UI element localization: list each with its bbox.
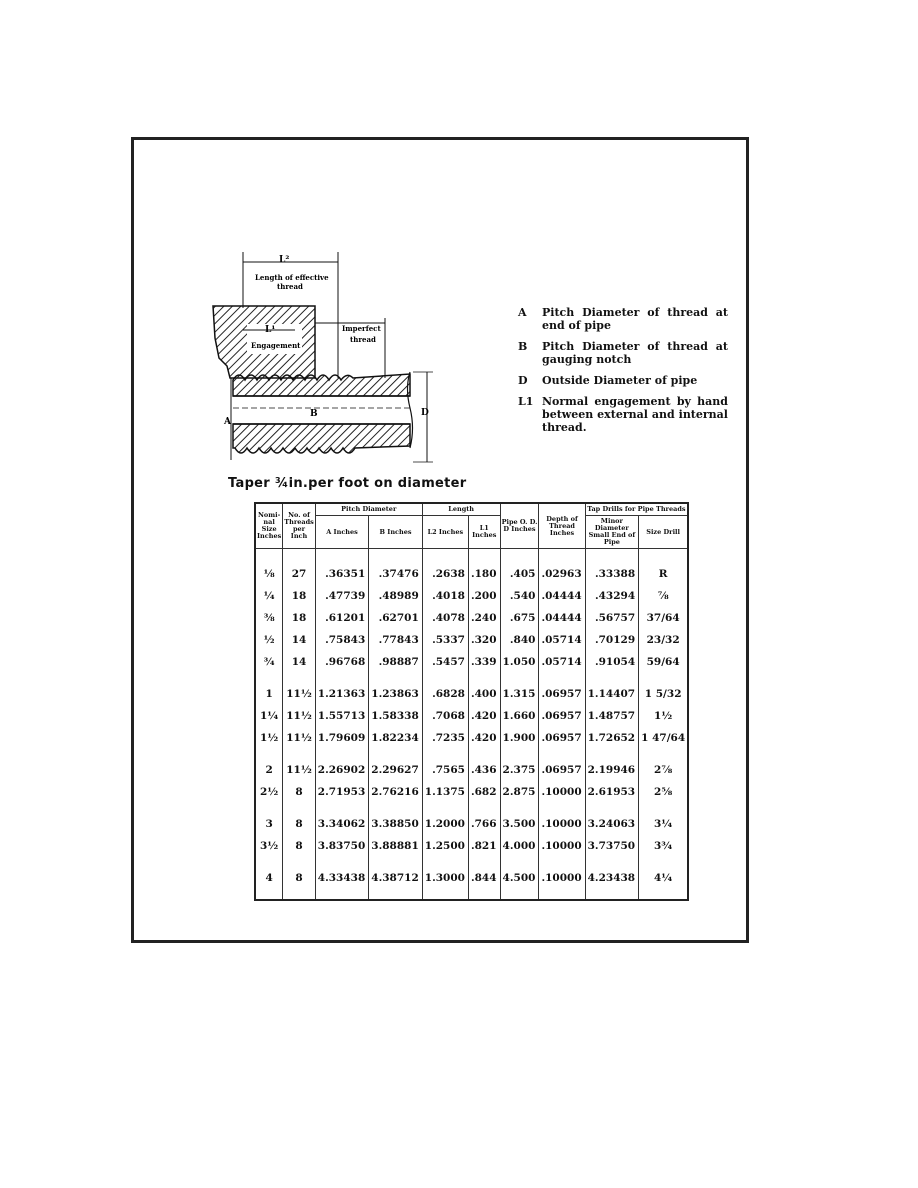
table-row — [255, 651, 688, 673]
cell-l2: .7235 — [422, 727, 468, 749]
cell-pipe-od: 1.660 — [500, 705, 539, 727]
col-minor-diameter: Minor Diameter Small End of Pipe — [585, 516, 639, 549]
cell-pipe-od: 1.050 — [500, 651, 539, 673]
cell-threads: 18 — [283, 585, 316, 607]
cell-nominal: 3 — [255, 813, 283, 835]
cell-depth: .10000 — [539, 835, 585, 857]
cell-threads: 11½ — [283, 727, 316, 749]
cell-drill: 2⅞ — [639, 759, 689, 781]
cell-drill: 2⅝ — [639, 781, 689, 803]
imperfect-thread-label: Imperfect thread — [342, 324, 381, 344]
cell-minor: 3.73750 — [585, 835, 639, 857]
cell-threads: 8 — [283, 781, 316, 803]
cell-minor: 2.19946 — [585, 759, 639, 781]
effective-thread-label: Length of effective thread — [255, 273, 329, 291]
legend-key: A — [518, 306, 527, 319]
cell-l2: .5457 — [422, 651, 468, 673]
cell-nominal: 1¼ — [255, 705, 283, 727]
cell-drill: 59/64 — [639, 651, 689, 673]
legend-item — [518, 374, 728, 387]
table-row — [255, 867, 688, 900]
cell-drill: 1 5/32 — [639, 683, 689, 705]
cell-pipe-od: .540 — [500, 585, 539, 607]
col-tap-drills: Tap Drills for Pipe Threads — [585, 503, 688, 516]
cell-threads: 18 — [283, 607, 316, 629]
col-pitch-a: A Inches — [315, 516, 369, 549]
table-row — [255, 629, 688, 651]
cell-pitch-b: 4.38712 — [369, 867, 423, 900]
cell-nominal: 2½ — [255, 781, 283, 803]
cell-minor: 1.48757 — [585, 705, 639, 727]
cell-pitch-b: .62701 — [369, 607, 423, 629]
legend-item — [518, 306, 728, 332]
cell-l2: .4018 — [422, 585, 468, 607]
cell-l1: .420 — [468, 705, 500, 727]
legend-key: L1 — [518, 395, 534, 408]
cell-nominal: 1 — [255, 683, 283, 705]
cell-pipe-od: 3.500 — [500, 813, 539, 835]
cell-threads: 11½ — [283, 683, 316, 705]
row-spacer — [255, 749, 688, 759]
cell-l2: .6828 — [422, 683, 468, 705]
cell-l1: .400 — [468, 683, 500, 705]
row-spacer — [255, 857, 688, 867]
col-length-l1: L1 Inches — [468, 516, 500, 549]
cell-minor: .33388 — [585, 549, 639, 586]
cell-pitch-a: 3.83750 — [315, 835, 369, 857]
cell-pitch-b: .77843 — [369, 629, 423, 651]
cell-threads: 11½ — [283, 759, 316, 781]
cell-depth: .06957 — [539, 727, 585, 749]
row-spacer — [255, 803, 688, 813]
cell-nominal: ½ — [255, 629, 283, 651]
cell-threads: 11½ — [283, 705, 316, 727]
b-label: B — [310, 409, 318, 419]
cell-minor: 4.23438 — [585, 867, 639, 900]
cell-depth: .04444 — [539, 585, 585, 607]
legend-text: Normal engagement by hand between external and internal thread. — [542, 395, 728, 434]
cell-pitch-b: 2.76216 — [369, 781, 423, 803]
cell-pitch-a: 3.34062 — [315, 813, 369, 835]
cell-minor: 1.72652 — [585, 727, 639, 749]
cell-pitch-b: .48989 — [369, 585, 423, 607]
cell-threads: 27 — [283, 549, 316, 586]
table-row — [255, 727, 688, 749]
cell-pitch-a: .75843 — [315, 629, 369, 651]
legend-item — [518, 340, 728, 366]
a-label: A — [224, 417, 231, 427]
legend-item — [518, 395, 728, 434]
cell-l2: .2638 — [422, 549, 468, 586]
table-row — [255, 759, 688, 781]
cell-pipe-od: 1.900 — [500, 727, 539, 749]
legend-key: D — [518, 374, 528, 387]
cell-minor: .43294 — [585, 585, 639, 607]
col-pitch-b: B Inches — [369, 516, 423, 549]
cell-nominal: ⅜ — [255, 607, 283, 629]
cell-pitch-b: 1.82234 — [369, 727, 423, 749]
cell-pipe-od: 2.875 — [500, 781, 539, 803]
cell-minor: 2.61953 — [585, 781, 639, 803]
cell-l2: .7068 — [422, 705, 468, 727]
cell-pipe-od: 4.000 — [500, 835, 539, 857]
cell-pitch-b: 2.29627 — [369, 759, 423, 781]
cell-drill: 23/32 — [639, 629, 689, 651]
table-row — [255, 585, 688, 607]
cell-l2: .4078 — [422, 607, 468, 629]
cell-depth: .10000 — [539, 813, 585, 835]
cell-l2: 1.3000 — [422, 867, 468, 900]
cell-pitch-a: 1.79609 — [315, 727, 369, 749]
cell-threads: 14 — [283, 651, 316, 673]
table-row — [255, 781, 688, 803]
table-row — [255, 705, 688, 727]
col-length-l2: L2 Inches — [422, 516, 468, 549]
cell-threads: 14 — [283, 629, 316, 651]
cell-l1: .436 — [468, 759, 500, 781]
table-row — [255, 683, 688, 705]
engagement-label: Engagement — [251, 341, 301, 350]
table-row — [255, 835, 688, 857]
cell-pipe-od: .840 — [500, 629, 539, 651]
cell-pitch-a: 2.26902 — [315, 759, 369, 781]
cell-drill: R — [639, 549, 689, 586]
cell-pitch-a: 1.21363 — [315, 683, 369, 705]
cell-l1: .821 — [468, 835, 500, 857]
cell-pitch-a: 1.55713 — [315, 705, 369, 727]
l1-label: L¹ — [265, 325, 276, 335]
legend — [518, 306, 728, 442]
cell-pitch-b: 3.88881 — [369, 835, 423, 857]
col-pitch-diameter: Pitch Diameter — [315, 503, 422, 516]
cell-depth: .06957 — [539, 683, 585, 705]
table-row — [255, 607, 688, 629]
taper-caption: Taper ¾in.per foot on diameter — [228, 476, 467, 491]
cell-drill: 3¾ — [639, 835, 689, 857]
cell-pitch-b: .98887 — [369, 651, 423, 673]
cell-pitch-b: 3.38850 — [369, 813, 423, 835]
legend-text: Pitch Diameter of thread at end of pipe — [542, 306, 728, 332]
col-size-drill: Size Drill — [639, 516, 689, 549]
cell-l1: .320 — [468, 629, 500, 651]
cell-l2: 1.1375 — [422, 781, 468, 803]
d-label: D — [421, 408, 429, 418]
pipe-thread-diagram — [205, 248, 445, 473]
row-spacer — [255, 673, 688, 683]
cell-l2: 1.2500 — [422, 835, 468, 857]
cell-depth: .06957 — [539, 759, 585, 781]
cell-l1: .180 — [468, 549, 500, 586]
cell-pitch-a: 4.33438 — [315, 867, 369, 900]
cell-pitch-b: 1.23863 — [369, 683, 423, 705]
cell-threads: 8 — [283, 867, 316, 900]
cell-minor: 3.24063 — [585, 813, 639, 835]
legend-text: Pitch Diameter of thread at gauging notch — [542, 340, 728, 366]
table-row — [255, 549, 688, 586]
cell-l1: .420 — [468, 727, 500, 749]
cell-nominal: 3½ — [255, 835, 283, 857]
l2-label: L² — [279, 255, 290, 265]
cell-depth: .06957 — [539, 705, 585, 727]
cell-l2: .7565 — [422, 759, 468, 781]
cell-minor: .91054 — [585, 651, 639, 673]
cell-minor: .56757 — [585, 607, 639, 629]
cell-pitch-a: .96768 — [315, 651, 369, 673]
cell-depth: .05714 — [539, 651, 585, 673]
col-nominal-size: Nomi-nal Size Inches — [255, 503, 283, 549]
cell-nominal: 1½ — [255, 727, 283, 749]
cell-threads: 8 — [283, 813, 316, 835]
cell-pitch-b: .37476 — [369, 549, 423, 586]
cell-minor: 1.14407 — [585, 683, 639, 705]
cell-pitch-b: 1.58338 — [369, 705, 423, 727]
cell-drill: 1½ — [639, 705, 689, 727]
cell-drill: 4¼ — [639, 867, 689, 900]
cell-depth: .04444 — [539, 607, 585, 629]
cell-nominal: 4 — [255, 867, 283, 900]
cell-l1: .766 — [468, 813, 500, 835]
cell-nominal: ⅛ — [255, 549, 283, 586]
cell-l2: 1.2000 — [422, 813, 468, 835]
cell-depth: .05714 — [539, 629, 585, 651]
cell-l1: .339 — [468, 651, 500, 673]
cell-pipe-od: 2.375 — [500, 759, 539, 781]
cell-nominal: ¼ — [255, 585, 283, 607]
col-threads-per-inch: No. of Threads per Inch — [283, 503, 316, 549]
col-depth-of-thread: Depth of Thread Inches — [539, 503, 585, 549]
cell-pitch-a: 2.71953 — [315, 781, 369, 803]
cell-drill: ⅞ — [639, 585, 689, 607]
cell-minor: .70129 — [585, 629, 639, 651]
cell-pitch-a: .61201 — [315, 607, 369, 629]
cell-nominal: ¾ — [255, 651, 283, 673]
legend-key: B — [518, 340, 528, 353]
pipe-thread-table — [254, 502, 689, 901]
cell-l2: .5337 — [422, 629, 468, 651]
cell-pipe-od: .675 — [500, 607, 539, 629]
cell-pitch-a: .36351 — [315, 549, 369, 586]
cell-pipe-od: 1.315 — [500, 683, 539, 705]
table-row — [255, 813, 688, 835]
cell-pipe-od: 4.500 — [500, 867, 539, 900]
cell-depth: .10000 — [539, 867, 585, 900]
cell-threads: 8 — [283, 835, 316, 857]
cell-l1: .200 — [468, 585, 500, 607]
col-pipe-od: Pipe O. D. D Inches — [500, 503, 539, 549]
cell-l1: .844 — [468, 867, 500, 900]
col-length: Length — [422, 503, 500, 516]
cell-drill: 3¼ — [639, 813, 689, 835]
cell-pitch-a: .47739 — [315, 585, 369, 607]
cell-l1: .240 — [468, 607, 500, 629]
cell-l1: .682 — [468, 781, 500, 803]
cell-drill: 1 47/64 — [639, 727, 689, 749]
cell-nominal: 2 — [255, 759, 283, 781]
cell-depth: .02963 — [539, 549, 585, 586]
cell-depth: .10000 — [539, 781, 585, 803]
cell-pipe-od: .405 — [500, 549, 539, 586]
cell-drill: 37/64 — [639, 607, 689, 629]
legend-text: Outside Diameter of pipe — [542, 374, 698, 387]
